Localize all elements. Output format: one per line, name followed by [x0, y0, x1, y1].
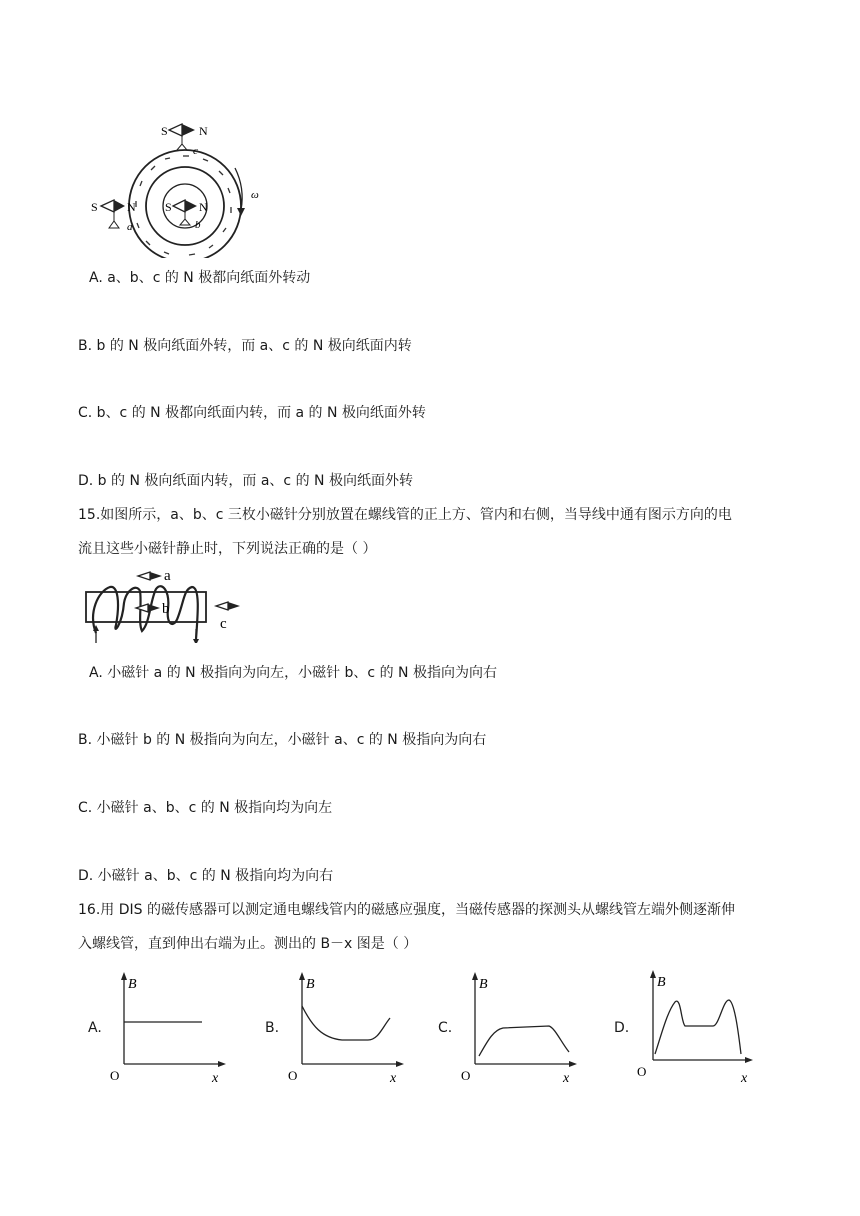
q16-graph-c-option: C. [438, 1020, 453, 1036]
q16-graph-d-option: D. [614, 1020, 630, 1036]
needle-a-n-label: N [127, 200, 136, 214]
graph-d-curve [655, 1000, 741, 1054]
graph-a-xlabel: x [212, 1071, 219, 1086]
q16-graph-b-option: B. [265, 1020, 280, 1036]
q14-option-b: B. b 的 N 极向纸面外转，而 a、c 的 N 极向纸面内转 [78, 338, 412, 354]
needle-c-s-label: S [161, 124, 168, 138]
q14-option-d: D. b 的 N 极向纸面内转，而 a、c 的 N 极向纸面外转 [78, 473, 413, 489]
graph-c-xlabel: x [563, 1071, 570, 1086]
graph-a-origin: O [110, 1068, 120, 1083]
graph-b-origin: O [288, 1068, 298, 1083]
q15-needle-c [216, 602, 240, 632]
needle-a-label: a [127, 221, 133, 233]
needle-b-label: b [195, 219, 201, 231]
q15-needle-b-label: b [162, 601, 170, 617]
graph-b-curve [302, 1006, 390, 1040]
needle-c-n-label: N [199, 124, 208, 138]
graph-c-curve [479, 1026, 569, 1056]
q16-graph-a [104, 968, 234, 1088]
graph-b-ylabel: B [306, 977, 315, 992]
graph-a-ylabel: B [128, 977, 137, 992]
graph-d-origin: O [637, 1064, 647, 1079]
q15-option-d: D. 小磁针 a、b、c 的 N 极指向均为向右 [78, 868, 334, 884]
q16-stem-line2: 入螺线管，直到伸出右端为止。测出的 B－x 图是（ ） [78, 936, 418, 952]
graph-b-xlabel: x [390, 1071, 397, 1086]
graph-c-origin: O [461, 1068, 471, 1083]
q15-option-a: A. 小磁针 a 的 N 极指向为向左，小磁针 b、c 的 N 极指向为向右 [89, 665, 497, 681]
q16-graph-d [631, 966, 761, 1086]
q15-stem-line1: 15.如图所示，a、b、c 三枚小磁针分别放置在螺线管的正上方、管内和右侧，当导线中通有图示方向的电 [78, 507, 732, 523]
needle-a-s-label: S [91, 200, 98, 214]
needle-b [165, 200, 208, 231]
graph-d-xlabel: x [741, 1071, 748, 1086]
q16-stem-line1: 16.用 DIS 的磁传感器可以测定通电螺线管内的磁感应强度，当磁传感器的探测头从螺线管左端外侧逐渐伸 [78, 902, 735, 918]
q15-option-b: B. 小磁针 b 的 N 极指向为向左，小磁针 a、c 的 N 极指向为向右 [78, 732, 487, 748]
omega-label: ω [251, 189, 259, 201]
q16-graph-b [282, 968, 412, 1088]
q16-graph-a-option: A. [88, 1020, 102, 1036]
q15-option-c: C. 小磁针 a、b、c 的 N 极指向均为向左 [78, 800, 333, 816]
needle-b-s-label: S [165, 200, 172, 214]
q15-stem-line2: 流且这些小磁针静止时，下列说法正确的是（ ） [78, 541, 377, 557]
graph-d-ylabel: B [657, 975, 666, 990]
q15-needle-a-label: a [164, 568, 171, 584]
q14-figure [85, 118, 275, 258]
q15-solenoid-figure [80, 563, 250, 643]
q15-needle-a [138, 568, 171, 584]
graph-c-ylabel: B [479, 977, 488, 992]
current-arrows [93, 625, 199, 643]
solenoid-coil [93, 586, 198, 639]
needle-b-n-label: N [199, 200, 208, 214]
q15-needle-c-label: c [220, 616, 227, 632]
q16-graph-c [455, 968, 585, 1088]
q14-option-c: C. b、c 的 N 极都向纸面内转，而 a 的 N 极向纸面外转 [78, 405, 426, 421]
needle-c-label: c [193, 145, 198, 157]
q14-option-a: A. a、b、c 的 N 极都向纸面外转动 [89, 270, 311, 286]
